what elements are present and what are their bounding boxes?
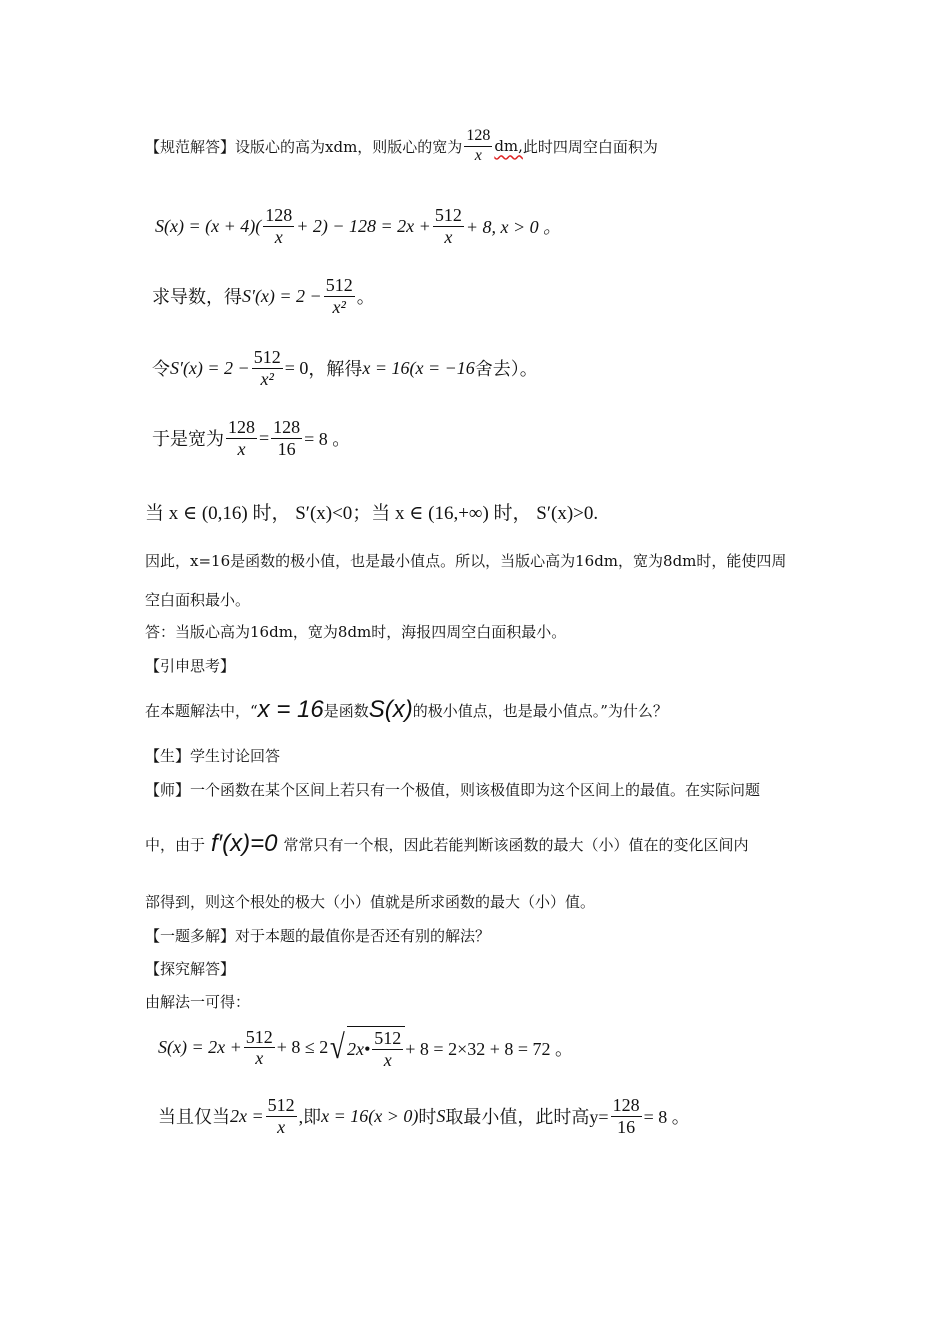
fraction-numerator: 128 bbox=[464, 128, 492, 147]
frac-num: 128 bbox=[273, 417, 301, 437]
teacher-text-1: 【师】一个函数在某个区间上若只有一个极值，则该极值即为这个区间上的最值。在实际问题 bbox=[145, 781, 761, 799]
answer-line bbox=[145, 621, 566, 642]
width-tail: = 8 。 bbox=[304, 429, 351, 450]
ineq-fraction-2 bbox=[372, 1029, 403, 1070]
intro-text: 设版心的高为xdm，则版心的宽为 bbox=[235, 137, 463, 156]
ineq-tail: + 8 = 2×32 + 8 = 72 。 bbox=[405, 1038, 574, 1059]
eq-fraction-1 bbox=[263, 206, 294, 247]
width-fraction-1 bbox=[226, 418, 257, 459]
width-eq1: = bbox=[259, 427, 270, 448]
eq-lhs: S(x) = (x + 4)( bbox=[155, 215, 262, 236]
conclusion-line-2 bbox=[145, 589, 250, 610]
derivative-line bbox=[152, 276, 375, 317]
final-t3: 时 bbox=[418, 1107, 437, 1128]
think-post: 的极小值点，也是最小值点。”为什么？ bbox=[412, 701, 668, 720]
frac-num: 512 bbox=[253, 347, 281, 367]
radical-icon: √ bbox=[330, 1028, 346, 1066]
zero-solution: x = 16(x = −16 bbox=[362, 357, 475, 378]
eq-tail: + 8, x > 0 。 bbox=[465, 217, 562, 238]
width-line bbox=[152, 418, 350, 459]
frac-num: 128 bbox=[612, 1095, 640, 1115]
ineq-lhs: S(x) = 2x + bbox=[158, 1037, 242, 1058]
sqrt-expression bbox=[328, 1026, 405, 1070]
deriv-lhs: S′(x) = 2 − bbox=[242, 285, 322, 306]
think-question bbox=[145, 696, 668, 724]
area-equation bbox=[155, 206, 561, 247]
student-text: 【生】学生讨论回答 bbox=[145, 747, 281, 765]
zero-t3: 舍去）。 bbox=[474, 359, 538, 380]
eq-mid: + 2) − 128 = 2x + bbox=[296, 215, 431, 236]
conclusion-text-1: 因此，x=16是函数的极小值，也是最小值点。所以，当版心高为16dm，宽为8dm时，能使四周 bbox=[145, 552, 787, 570]
student-line bbox=[145, 745, 280, 766]
multi-text: 【一题多解】对于本题的最值你是否还有别的解法？ bbox=[145, 927, 491, 945]
conclusion-line-1 bbox=[145, 550, 786, 571]
final-e2: x = 16(x > 0) bbox=[321, 1105, 419, 1126]
final-e3: S bbox=[436, 1105, 446, 1126]
multi-line bbox=[145, 925, 490, 946]
frac-num: 128 bbox=[228, 417, 255, 437]
teacher-line-1 bbox=[145, 779, 760, 800]
frac-den: x bbox=[274, 226, 283, 247]
frac-den: x² bbox=[260, 368, 274, 389]
eq-fraction-2 bbox=[433, 206, 464, 247]
zero-eq: = 0 bbox=[284, 357, 309, 378]
deriv-tail: 。 bbox=[356, 287, 375, 308]
answer-text: 答：当版心高为16dm，宽为8dm时，海报四周空白面积最小。 bbox=[145, 623, 567, 641]
frac-den: 16 bbox=[617, 1116, 636, 1137]
monotonic-text: 当 x ∈ (0,16) 时， S′(x)<0；当 x ∈ (16,+∞) 时， S′(x)>0. bbox=[145, 503, 599, 524]
final-fraction-2 bbox=[611, 1096, 642, 1137]
final-tail: = 8 。 bbox=[643, 1107, 690, 1128]
label-standard-solution: 【规范解答】 bbox=[145, 137, 236, 156]
final-t4: 取最小值，此时高y= bbox=[445, 1107, 609, 1128]
zero-line bbox=[152, 348, 538, 389]
zero-lhs: S′(x) = 2 − bbox=[170, 357, 250, 378]
frac-den: x bbox=[255, 1048, 264, 1069]
explore-text: 【探究解答】 bbox=[145, 960, 236, 978]
teacher-pre: 中，由于 bbox=[145, 835, 206, 854]
sqrt-pre: 2x• bbox=[346, 1038, 371, 1059]
teacher-line-2 bbox=[145, 830, 749, 858]
frac-den: x bbox=[277, 1116, 286, 1137]
frac-num: 512 bbox=[267, 1095, 295, 1115]
frac-num: 512 bbox=[325, 275, 353, 295]
fraction-denominator: x bbox=[474, 146, 482, 164]
frac-den: x bbox=[383, 1049, 392, 1070]
frac-den: x bbox=[444, 226, 453, 247]
think-label-line bbox=[145, 655, 235, 676]
teacher-text-3: 部得到，则这个根处的极大（小）值就是所求函数的最大（小）值。 bbox=[145, 893, 596, 911]
think-label: 【引申思考】 bbox=[145, 657, 236, 675]
teacher-post: 常常只有一个根，因此若能判断该函数的最大（小）值在的变化区间内 bbox=[283, 835, 749, 854]
think-pre: 在本题解法中，“ bbox=[145, 701, 258, 720]
width-fraction-2 bbox=[271, 418, 302, 459]
zero-fraction bbox=[252, 348, 283, 389]
final-t2: ,即 bbox=[298, 1107, 322, 1128]
frac-den: x bbox=[237, 438, 246, 459]
inequality-line bbox=[158, 1026, 573, 1070]
conclusion-text-2: 空白面积最小。 bbox=[145, 591, 251, 609]
think-eq: x = 16 bbox=[257, 696, 324, 723]
think-fn: S(x) bbox=[368, 696, 413, 723]
from-text: 由解法一可得： bbox=[145, 993, 251, 1011]
teacher-eq: f′(x)=0 bbox=[211, 830, 278, 857]
frac-den: 16 bbox=[277, 438, 296, 459]
unit-dm: dm, bbox=[494, 137, 523, 156]
from-line bbox=[145, 991, 250, 1012]
monotonic-line bbox=[145, 498, 598, 525]
deriv-text: 求导数，得 bbox=[152, 287, 242, 308]
ineq-fraction-1 bbox=[244, 1028, 275, 1069]
final-t1: 当且仅当 bbox=[158, 1107, 230, 1128]
width-text: 于是宽为 bbox=[152, 429, 224, 450]
final-fraction-1 bbox=[266, 1096, 297, 1137]
intro-tail: 此时四周空白面积为 bbox=[522, 137, 658, 156]
ineq-mid: + 8 ≤ 2 bbox=[276, 1037, 329, 1058]
deriv-fraction bbox=[324, 276, 355, 317]
explore-line bbox=[145, 958, 235, 979]
final-line bbox=[158, 1096, 690, 1137]
final-e1: 2x = bbox=[230, 1105, 264, 1126]
think-mid: 是函数 bbox=[323, 701, 369, 720]
zero-text: 令 bbox=[152, 359, 170, 380]
teacher-line-3 bbox=[145, 891, 595, 912]
frac-den: x² bbox=[332, 296, 346, 317]
intro-line bbox=[145, 128, 658, 165]
frac-num: 512 bbox=[374, 1028, 402, 1048]
width-fraction bbox=[464, 128, 492, 165]
frac-num: 128 bbox=[265, 205, 293, 225]
frac-num: 512 bbox=[245, 1026, 273, 1047]
zero-t2: ，解得 bbox=[308, 359, 363, 380]
frac-num: 512 bbox=[434, 205, 462, 225]
